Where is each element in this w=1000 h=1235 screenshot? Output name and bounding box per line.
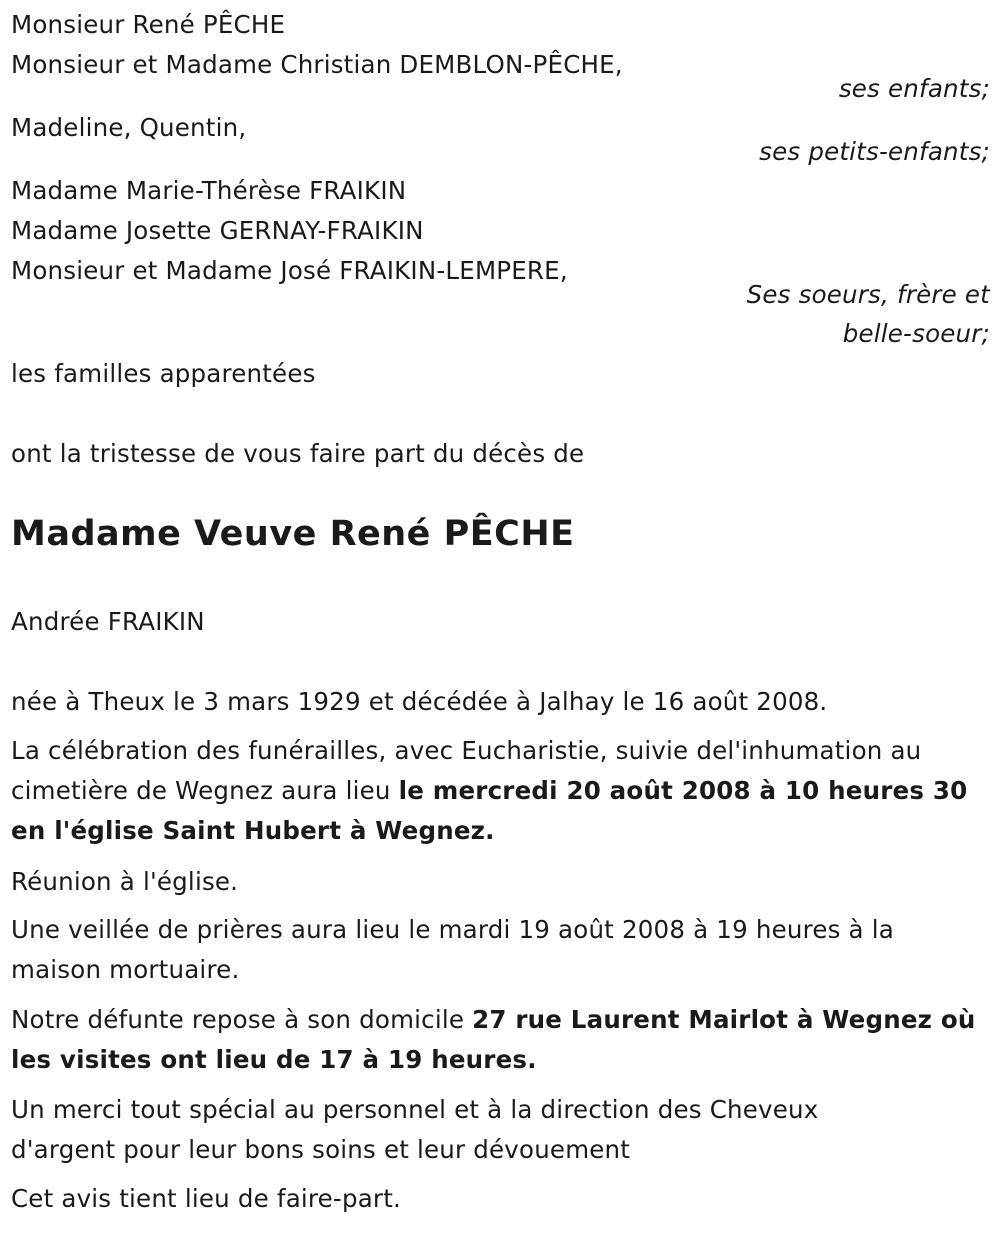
family-child-2: Monsieur et Madame Christian DEMBLON-PÊCHE, <box>11 50 623 79</box>
relatives: les familles apparentées <box>11 359 316 388</box>
reunion: Réunion à l'église. <box>11 867 239 896</box>
family-sibling-2: Madame Josette GERNAY-FRAIKIN <box>11 216 424 245</box>
birth-death: née à Theux le 3 mars 1929 et décédée à Jalhay le 16 août 2008. <box>11 687 828 716</box>
family-sibling-3: Monsieur et Madame José FRAIKIN-LEMPERE, <box>11 256 568 285</box>
visits-paragraph <box>11 1000 991 1080</box>
closing: Cet avis tient lieu de faire-part. <box>11 1184 401 1213</box>
visits-details: 27 rue Laurent Mairlot à Wegnez où les visites ont lieu de 17 à 19 heures. <box>11 1005 976 1074</box>
deceased-name: Madame Veuve René PÊCHE <box>11 514 575 554</box>
announcement: ont la tristesse de vous faire part du décès de <box>11 439 585 468</box>
family-grandchildren: Madeline, Quentin, <box>11 113 247 142</box>
funeral-paragraph <box>11 731 991 851</box>
family-child-1: Monsieur René PÊCHE <box>11 10 286 39</box>
family-sibling-1: Madame Marie-Thérèse FRAIKIN <box>11 176 407 205</box>
siblings-label-1: Ses soeurs, frère et <box>746 280 990 309</box>
siblings-label-2: belle-soeur; <box>842 319 990 348</box>
thanks-paragraph: Un merci tout spécial au personnel et à la direction des Cheveux d'argent pour leur bons soins et leur dévouement <box>11 1095 819 1164</box>
grandchildren-label: ses petits-enfants; <box>759 137 990 166</box>
funeral-text: La célébration des funérailles, avec Eucharistie, suivie del'inhumation au cimetière de Wegnez aura lieu <box>11 736 922 805</box>
vigil-paragraph: Une veillée de prières aura lieu le mardi 19 août 2008 à 19 heures à la maison mortuaire. <box>11 915 894 984</box>
maiden-name: Andrée FRAIKIN <box>11 607 205 636</box>
children-label: ses enfants; <box>838 74 990 103</box>
funeral-details: le mercredi 20 août 2008 à 10 heures 30 en l'église Saint Hubert à Wegnez. <box>11 776 968 845</box>
visits-text: Notre défunte repose à son domicile <box>11 1005 473 1034</box>
